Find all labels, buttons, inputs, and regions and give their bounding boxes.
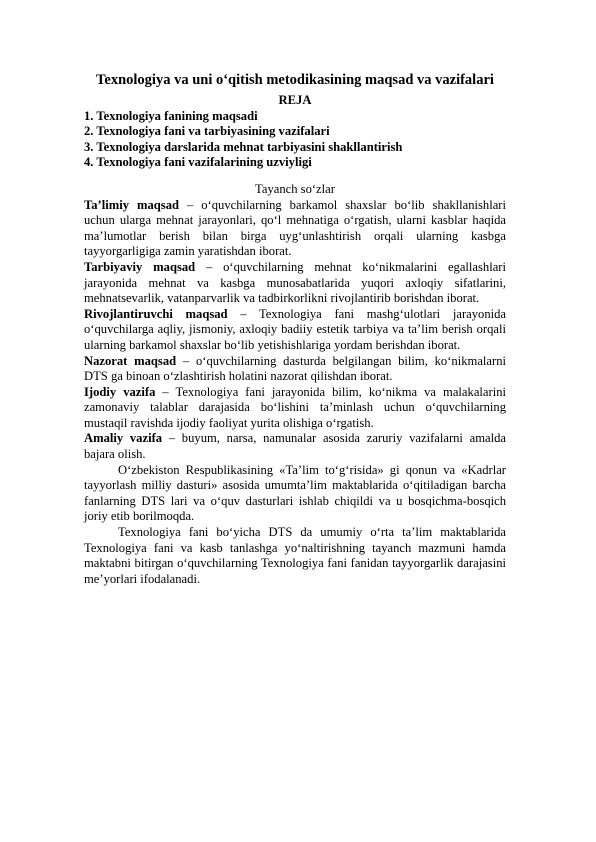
definition-text: – Texnologiya fani jarayonida bilim, ko‘nikma va malakalarini zamonaviy talablar darajasida bo‘lishini ta’minlash uchun o‘quvchilarning mustaqil ravishda ijodiy faoliyat yurita olishiga o‘rgatish. [84, 384, 506, 430]
definition-term: Rivojlantiruvchi maqsad [84, 306, 228, 321]
definition-paragraph [84, 307, 506, 354]
definition-text: – buyum, narsa, namunalar asosida zaruriy vazifalarni amalda bajara olish. [84, 431, 507, 462]
definition-term: Amaliy vazifa [84, 431, 163, 446]
definition-text: – o‘quvchilarning mehnat ko‘nikmalarini egallashlari jarayonida mehnat va kasbga munosabatlarida yuqori axloqiy sifatlarini, mehnatsevarlik, vatanparvarlik va tadbirkorlikni rivojlantirib borishdan iborat. [84, 259, 506, 306]
definition-paragraph [84, 431, 506, 462]
plan-list [84, 109, 506, 171]
definition-term: Ta’limiy maqsad [84, 197, 179, 212]
definition-paragraph [84, 354, 506, 385]
plan-heading: REJA [278, 93, 312, 107]
definition-text: – o‘quvchilarning dasturda belgilangan bilim, ko‘nikmalarni DTS ga binoan o‘zlashtirish holatini nazorat qilishdan iborat. [84, 353, 506, 384]
body-paragraph: Texnologiya fani bo‘yicha DTS da umumiy o‘rta ta’lim maktablarida Texnologiya fani va kasb tanlashga yo‘naltirishning tayanch mazmuni hamda maktabni bitirgan o‘quvchilarning Texnologiya fani fanidan tayyorgarlik darajasini me’yorlari ifodalanadi. [84, 525, 506, 586]
plan-item: 1. Texnologiya fanining maqsadi [84, 108, 258, 123]
definition-paragraph [84, 260, 506, 307]
plan-item: 3. Texnologiya darslarida mehnat tarbiyasini shakllantirish [84, 139, 403, 154]
plan-item: 2. Texnologiya fani va tarbiyasining vazifalari [84, 124, 330, 139]
definition-text: – o‘quvchilarning barkamol shaxslar bo‘lib shakllanishlari uchun ularga mehnat jarayonlari, qo‘l mehnatiga o‘rgatish, ularni kasblar haqida ma’lumotlar berish bilan birga uyg‘unlashtirish orqali ularning kasbga tayyorgarligiga zamin yaratishdan iborat. [84, 197, 506, 259]
definition-term: Tarbiyaviy maqsad [84, 259, 196, 274]
body-paragraph: O‘zbekiston Respublikasining «Ta’lim to‘g‘risida» gi qonun va «Kadrlar tayyorlash milliy dasturi» asosida umumta’lim maktablarida o‘qitiladigan barcha fanlarning DTS lari va o‘quv dasturlari ishlab chiqildi va u bosqichma-bosqich joriy etib borilmoqda. [84, 462, 506, 524]
definition-paragraph [84, 385, 506, 432]
definition-text: – Texnologiya fani mashg‘ulotlari jarayonida o‘quvchilarga aqliy, jismoniy, axloqiy badiiy estetik tarbiya va ta’lim berish orqali ularning barkamol shaxslar bo‘lib yetishishlariga yordam berishdan iborat. [84, 306, 506, 352]
document-body [84, 72, 506, 587]
definition-term: Nazorat maqsad [84, 353, 177, 368]
definition-paragraph [84, 198, 506, 260]
definition-term: Ijodiy vazifa [84, 384, 156, 399]
keywords-heading: Tayanch so‘zlar [255, 181, 335, 196]
plan-item: 4. Texnologiya fani vazifalarining uzviyligi [84, 155, 312, 170]
spacer [84, 171, 506, 182]
document-title: Texnologiya va uni o‘qitish metodikasining maqsad va vazifalari [96, 72, 494, 88]
